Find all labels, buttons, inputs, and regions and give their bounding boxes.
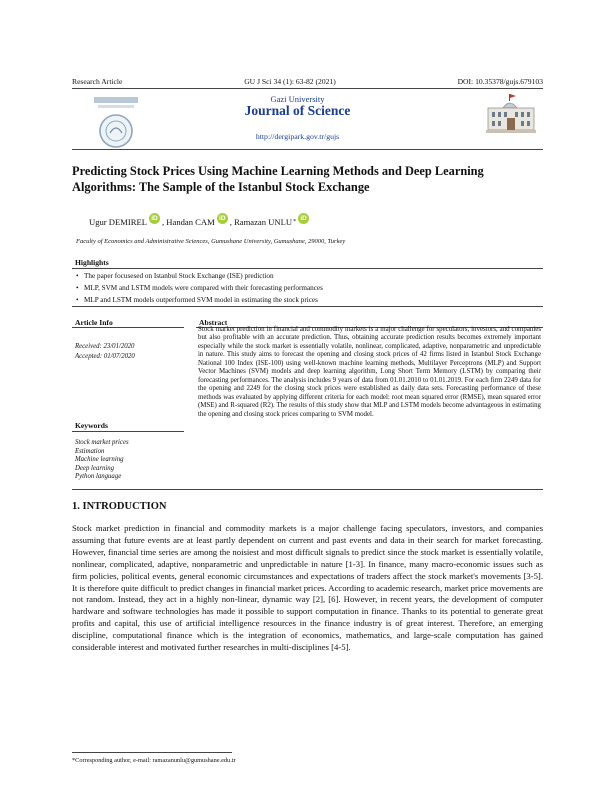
corresponding-footnote: *Corresponding author, e-mail: ramazanunlu@gumushane.edu.tr (72, 757, 236, 764)
abstract-heading: Abstract (199, 318, 228, 327)
corresponding-mark: * (293, 218, 297, 225)
accepted-date: Accepted: 01/07/2020 (75, 353, 135, 360)
author-separator: , (229, 216, 235, 227)
highlight-item: • MLP, SVM and LSTM models were compared with their forecasting performances (72, 282, 543, 294)
author-name: Ramazan UNLU (234, 216, 293, 227)
journal-name: Journal of Science (244, 103, 351, 118)
keyword: Deep learning (75, 464, 115, 472)
orcid-icon[interactable]: iD (217, 213, 228, 224)
article-type: Research Article (72, 77, 123, 86)
doi: DOI: 10.35378/gujs.679103 (457, 77, 543, 86)
article-dates (75, 342, 135, 362)
university-building-icon (486, 90, 536, 138)
citation: GU J Sci 34 (1): 63-82 (2021) (244, 77, 336, 86)
journal-url[interactable]: http://dergipark.gov.tr/gujs (255, 132, 340, 141)
orcid-icon[interactable]: iD (298, 213, 309, 224)
highlight-item: • MLP and LSTM models outperformed SVM model in estimating the stock prices (72, 294, 543, 306)
highlights-top-rule (72, 268, 543, 269)
keyword: Machine learning (75, 456, 124, 463)
author-name: Handan CAM (166, 216, 215, 227)
keyword: Stock market prices (75, 439, 129, 446)
highlights-bottom-rule (72, 306, 543, 307)
abstract-text: Stock market prediction in financial and commodity markets is a major challenge for speculators, investors, and companies but also profitable with an accurate prediction. Thus, obtaining accurate prediction results becomes extremely important especially while the stock market is essentially volatile, nonlinear, complicated, adaptive, nonparametric and unpredictable in nature. This study aims to forecast the opening and closing stock prices of 42 firms listed in Istanbul Stock Exchange National 100 Index (ISE-100) using well-known machine learning methods, Multilayer Perceptrons (MLP) and Support Vector Machines (SVM) models and deep learning algorithm, Long Short Term Memory (LSTM) by comparing their forecasting performances. The analysis includes 9 years of data from 01.01.2010 to 01.01.2019. For each firm 2249 data for the opening and 2249 for the closing stock prices were established as daily data sets. Forecasting performance of these methods was evaluated by applying different criteria for each model: root mean squared error (RMSE), mean squared error (MSE) and R-squared (R2). The results of this study show that MLP and LSTM models become advantageous in estimating the opening and closing stock prices comparing to SVM model. (198, 326, 541, 418)
highlights-list (72, 270, 543, 306)
highlight-item: • The paper focusesed on Istanbul Stock Exchange (ISE) prediction (72, 270, 543, 282)
abstract-bottom-rule (72, 489, 543, 490)
affiliation: Faculty of Economics and Administrative Sciences, Gumushane University, Gumushane, 29000, Turkey (76, 238, 346, 245)
section-heading: 1. INTRODUCTION (72, 501, 167, 512)
received-date: Received: 23/01/2020 (75, 343, 135, 350)
author-name: Ugur DEMIREL (89, 216, 147, 227)
article-info-heading: Article Info (75, 318, 113, 327)
article-info-rule (72, 327, 184, 328)
author-separator: , (162, 216, 167, 227)
introduction-text: Stock market prediction in financial and commodity markets is a major challenge facing speculators, investors, and companies assuming that future events are at least partly dependent on current and past events and data in their search for market forecasting. However, financial time series are among the noisiest and most difficult signals to predict since the stock market is essentially volatile, nonlinear, complicated, adaptive, nonparametric and unpredictable in nature [1-3]. In finance, many macro-economic issues such as firm policies, political events, general economic circumstances and expectations of traders affect the stock market's movements [3-5]. It is therefore quite difficult to predict changes in financial market prices. According to academic research, market price movements are not random. Instead, they act in a highly non-linear, dynamic way [2], [6]. However, in recent years, the development of computer hardware and software technologies has made it possible to support computation in finance. Thanks to its potential to generate great profits and capital, this use of artificial intelligence resources in the finance industry is of great interest. Therefore, an emerging discipline, computational finance which is the integration of economics, mathematics, and large-scale computation has gained considerable interest and motivated further researches in multi-disciplines [4-5]. (72, 523, 543, 653)
university-name: Gazi University (270, 94, 325, 104)
keyword: Estimation (75, 447, 105, 455)
highlights-heading: Highlights (75, 258, 109, 267)
journal-header-rule (72, 149, 543, 150)
orcid-icon[interactable]: iD (149, 213, 160, 224)
running-header (72, 77, 543, 87)
header-rule (72, 88, 543, 89)
keywords-rule (72, 431, 184, 432)
footnote-rule (72, 752, 232, 753)
paper-title: Predicting Stock Prices Using Machine Learning Methods and Deep Learning Algorithms: The Sample of the Istanbul Stock Exchange (72, 164, 484, 194)
author-list (89, 213, 311, 230)
keywords-list (75, 439, 129, 482)
keyword: Python language (75, 473, 122, 480)
keywords-heading: Keywords (75, 421, 108, 430)
